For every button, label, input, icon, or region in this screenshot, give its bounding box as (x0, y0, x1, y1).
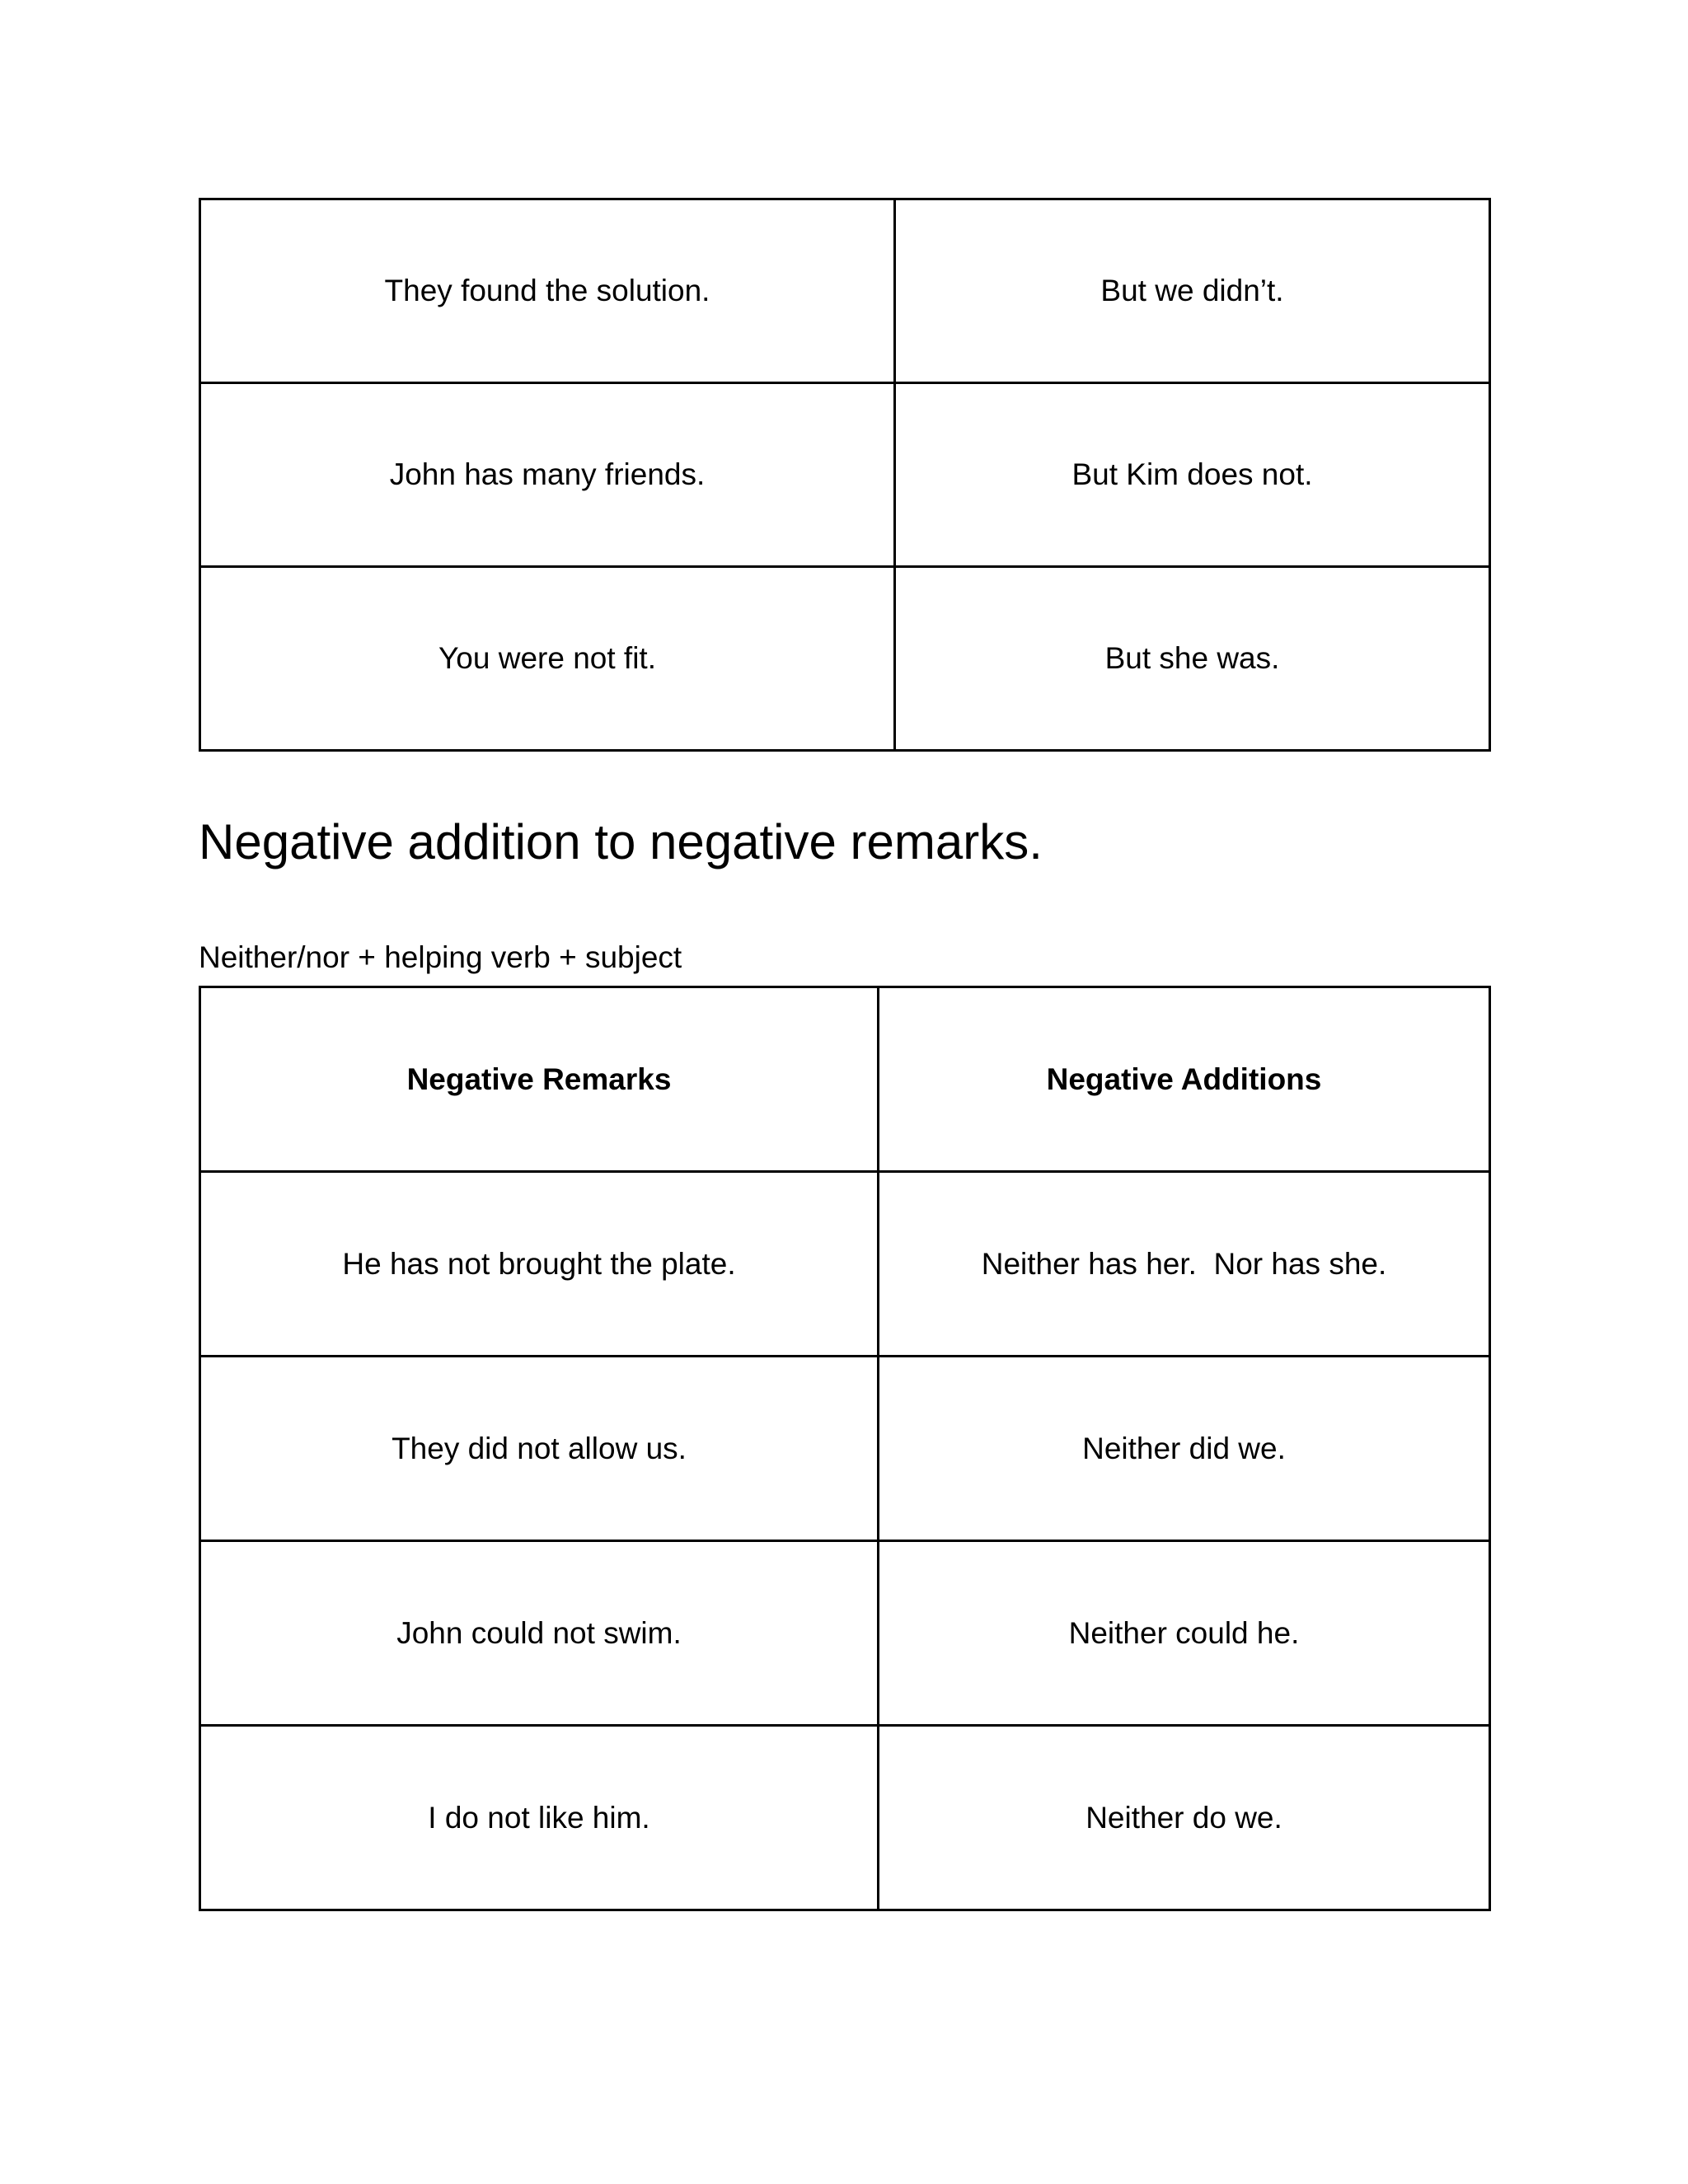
section-heading: Negative addition to negative remarks. (199, 814, 1043, 869)
table-cell: John could not swim. (200, 1541, 879, 1726)
table-row (200, 567, 1490, 751)
table-row (200, 383, 1490, 567)
table-cell: Neither has her. Nor has she. (879, 1172, 1490, 1357)
table-header-row (200, 987, 1490, 1172)
table-row (200, 1357, 1490, 1541)
formula-text: Neither/nor + helping verb + subject (199, 940, 682, 974)
table-cell: You were not fit. (200, 567, 895, 751)
table-cell: Neither could he. (879, 1541, 1490, 1726)
column-header-negative-additions: Negative Additions (879, 987, 1490, 1172)
table-cell: But we didn’t. (895, 199, 1490, 383)
table-cell: They found the solution. (200, 199, 895, 383)
table-cell: They did not allow us. (200, 1357, 879, 1541)
table-cell: John has many friends. (200, 383, 895, 567)
table-cell: He has not brought the plate. (200, 1172, 879, 1357)
table-cell: Neither do we. (879, 1726, 1490, 1910)
table-row (200, 1726, 1490, 1910)
table-row (200, 1172, 1490, 1357)
table-cell: But Kim does not. (895, 383, 1490, 567)
table-cell: Neither did we. (879, 1357, 1490, 1541)
table-row (200, 1541, 1490, 1726)
column-header-negative-remarks: Negative Remarks (200, 987, 879, 1172)
table-cell: I do not like him. (200, 1726, 879, 1910)
table-cell: But she was. (895, 567, 1490, 751)
table-row (200, 199, 1490, 383)
negative-additions-table (199, 986, 1491, 1911)
contrast-additions-table (199, 198, 1491, 752)
